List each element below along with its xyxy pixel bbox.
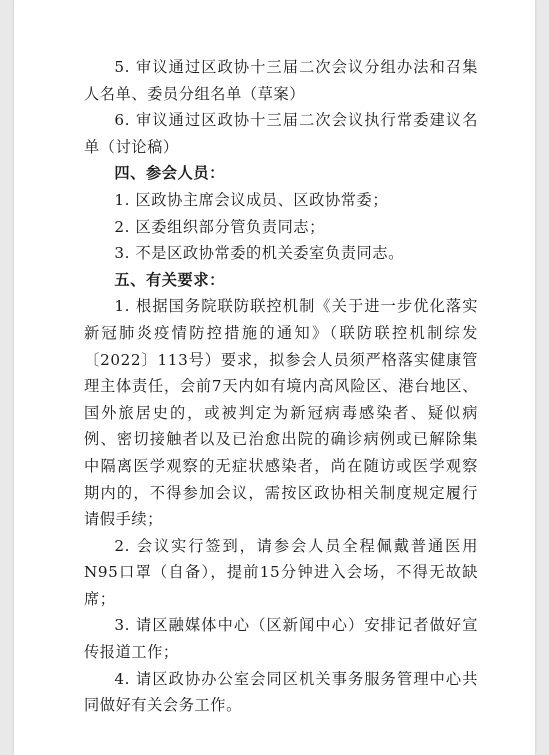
requirement-item-1: 1. 根据国务院联防联控机制《关于进一步优化落实新冠肺炎疫情防控措施的通知》（联防联控机制综发〔2022〕113号）要求，拟参会人员须严格落实健康管理主体责任，会前7天内如有境内高风险区、港台地区、国外旅居史的，或被判定为新冠病毒感染者、疑似病例、密切接触者以及已治愈出院的确诊病例或已解除集中隔离医学观察的无症状感染者，尚在随访或医学观察期内的，不得参加会议，需按区政协相关制度规定履行请假手续；	[84, 297, 478, 529]
section-heading-attendees: 四、参会人员：	[114, 164, 225, 183]
document-body	[84, 54, 478, 719]
requirement-item-3: 3. 请区融媒体中心（区新闻中心）安排记者做好宣传报道工作；	[84, 616, 478, 662]
attendee-item-3: 3. 不是区政协常委的机关委室负责同志。	[114, 244, 404, 263]
attendee-item-1: 1. 区政协主席会议成员、区政协常委；	[114, 190, 389, 209]
attendee-item-2: 2. 区委组织部分管负责同志；	[114, 217, 325, 236]
requirement-item-2: 2. 会议实行签到，请参会人员全程佩戴普通医用N95口罩（自备），提前15分钟进入会场，不得无故缺席；	[84, 536, 478, 608]
requirement-item-4: 4. 请区政协办公室会同区机关事务服务管理中心共同做好有关会务工作。	[84, 669, 478, 715]
agenda-item-6: 6. 审议通过区政协十三届二次会议执行常委建议名单（讨论稿）	[84, 111, 478, 156]
section-heading-requirements: 五、有关要求：	[114, 270, 225, 289]
agenda-item-5: 5. 审议通过区政协十三届二次会议分组办法和召集人名单、委员分组名单（草案）	[84, 58, 478, 103]
document-page	[14, 0, 535, 755]
